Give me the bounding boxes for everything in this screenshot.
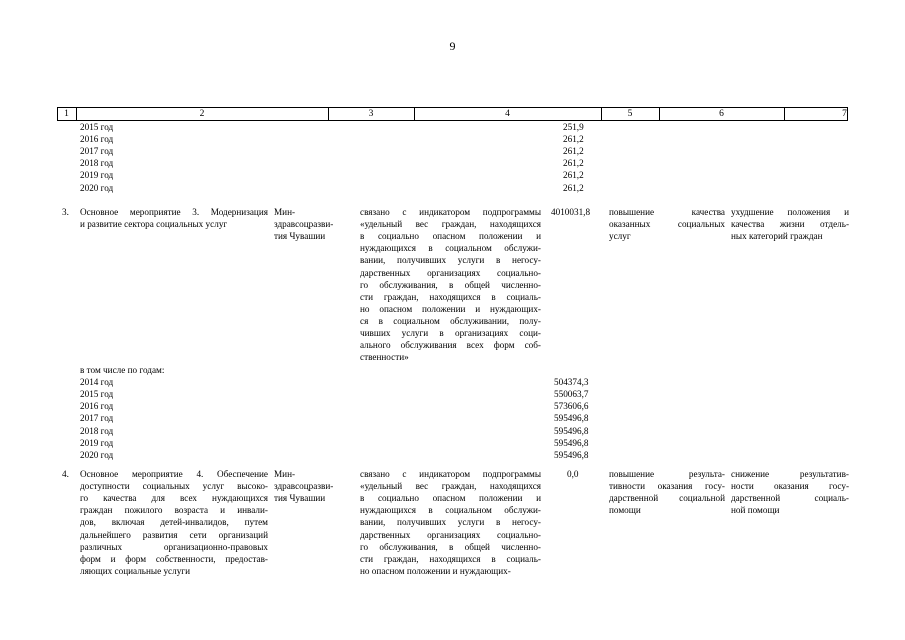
indicator-text: чивших услуги в организациях соци-: [360, 328, 541, 338]
activity-title: форм и форм собственности, предостав-: [80, 553, 268, 564]
total-amount: 4010031,8: [551, 207, 591, 217]
expected-result: помощи: [609, 505, 641, 516]
header-col-2: 2: [199, 109, 205, 119]
activity-title: и развитие сектора социальных услуг: [80, 219, 228, 230]
activity-title: доступности социальных услуг высоко-: [80, 481, 268, 492]
risk-consequence: ной помощи: [731, 505, 780, 516]
indicator-text: вании, получивших услуги в негосу-: [360, 255, 541, 266]
year-amount: 595496,8: [554, 437, 589, 448]
activity-title: ляющих социальные услуги: [80, 565, 190, 576]
indicator-text: ального обслуживания всех форм соб-: [360, 340, 541, 351]
activity-title: дальнейшего развития сети организаций: [80, 529, 268, 540]
year-amount: 261,2: [563, 182, 584, 193]
indicator-text: «удельный вес граждан, находящихся: [360, 219, 541, 230]
executor: Мин-: [274, 469, 296, 479]
indicator-text: в социально опасном положении и: [360, 493, 541, 504]
year-label: 2018 год: [80, 425, 114, 436]
header-col-7: 7: [842, 109, 847, 119]
year-label: 2016 год: [80, 401, 114, 412]
year-label: 2017 год: [80, 413, 114, 424]
indicator-text: дарственных организациях социально-: [360, 267, 541, 278]
indicator-text: ственности»: [360, 352, 409, 363]
activity-title: го качества для всех нуждающихся: [80, 493, 268, 504]
year-amount: 504374,3: [554, 377, 589, 388]
header-col-3: 3: [368, 109, 374, 119]
indicator-text: связано с индикатором подпрограммы: [360, 207, 541, 217]
year-amount: 595496,8: [554, 425, 589, 436]
expected-result: тивности оказания госу-: [609, 481, 725, 492]
header-col-1: 1: [64, 109, 69, 119]
expected-result: повышение качества: [609, 207, 725, 217]
executor: здравсоцразви-: [274, 481, 334, 492]
year-label: 2017 год: [80, 146, 114, 157]
year-amount: 550063,7: [554, 389, 589, 400]
row-number: 3.: [62, 207, 69, 217]
indicator-text: связано с индикатором подпрограммы: [360, 469, 541, 479]
expected-result: оказанных социальных: [609, 219, 725, 230]
year-amount: 261,2: [563, 158, 584, 169]
header-col-4: 4: [505, 109, 510, 119]
indicator-text: го обслуживания, в общей численно-: [360, 279, 541, 290]
indicator-text: вании, получивших услуги в негосу-: [360, 517, 541, 528]
page-number: 9: [449, 39, 456, 53]
risk-consequence: дарственной социаль-: [731, 493, 849, 504]
expected-result: услуг: [609, 231, 631, 242]
activity-title: Основное мероприятие 4. Обеспечение: [80, 469, 268, 479]
year-label: 2019 год: [80, 437, 114, 448]
year-amount: 251,9: [563, 122, 584, 132]
year-label: 2020 год: [80, 449, 114, 460]
expected-result: повышение результа-: [609, 469, 725, 479]
year-label: 2014 год: [80, 377, 114, 388]
indicator-text: дарственных организациях социально-: [360, 529, 541, 540]
risk-consequence: ных категорий граждан: [731, 231, 823, 242]
risk-consequence: снижение результатив-: [731, 469, 849, 479]
year-label: 2015 год: [80, 389, 114, 400]
indicator-text: нуждающихся в социальном обслужи-: [360, 243, 541, 254]
indicator-text: сти граждан, находящихся в социаль-: [360, 291, 541, 302]
indicator-text: в социально опасном положении и: [360, 231, 541, 242]
executor: здравсоцразви-: [274, 219, 334, 230]
by-years-label: в том числе по годам:: [80, 365, 165, 375]
year-amount: 595496,8: [554, 413, 589, 424]
total-amount: 0,0: [567, 469, 579, 479]
indicator-text: нуждающихся в социальном обслужи-: [360, 505, 541, 516]
year-label: 2019 год: [80, 170, 114, 181]
activity-title: граждан пожилого возраста и инвали-: [80, 505, 268, 516]
year-amount: 595496,8: [554, 449, 589, 460]
indicator-text: ся в социальном обслуживании, полу-: [360, 315, 541, 326]
executor: тия Чувашии: [274, 493, 326, 504]
year-amount: 261,2: [563, 170, 584, 181]
indicator-text: сти граждан, находящихся в социаль-: [360, 553, 541, 564]
executor: Мин-: [274, 207, 296, 217]
header-col-6: 6: [719, 109, 724, 119]
activity-title: различных организационно-правовых: [80, 541, 268, 552]
table-header-row: [57, 107, 848, 121]
risk-consequence: ности оказания госу-: [731, 481, 849, 492]
indicator-text: но опасном положении и нуждающих-: [360, 565, 511, 576]
expected-result: дарственной социальной: [609, 493, 725, 504]
row-number: 4.: [62, 469, 69, 479]
year-label: 2016 год: [80, 134, 114, 145]
executor: тия Чувашии: [274, 231, 326, 242]
year-amount: 573606,6: [554, 401, 589, 412]
risk-consequence: ухудшение положения и: [731, 207, 849, 217]
indicator-text: «удельный вес граждан, находящихся: [360, 481, 541, 492]
header-col-5: 5: [627, 109, 633, 119]
year-label: 2015 год: [80, 122, 114, 132]
indicator-text: го обслуживания, в общей численно-: [360, 541, 541, 552]
year-amount: 261,2: [563, 134, 584, 145]
indicator-text: но опасном положении и нуждающих-: [360, 303, 541, 314]
activity-title: дов, включая детей-инвалидов, путем: [80, 517, 268, 528]
year-label: 2020 год: [80, 182, 114, 193]
year-label: 2018 год: [80, 158, 114, 169]
year-amount: 261,2: [563, 146, 584, 157]
activity-title: Основное мероприятие 3. Модернизация: [80, 207, 268, 217]
risk-consequence: качества жизни отдель-: [731, 219, 849, 230]
